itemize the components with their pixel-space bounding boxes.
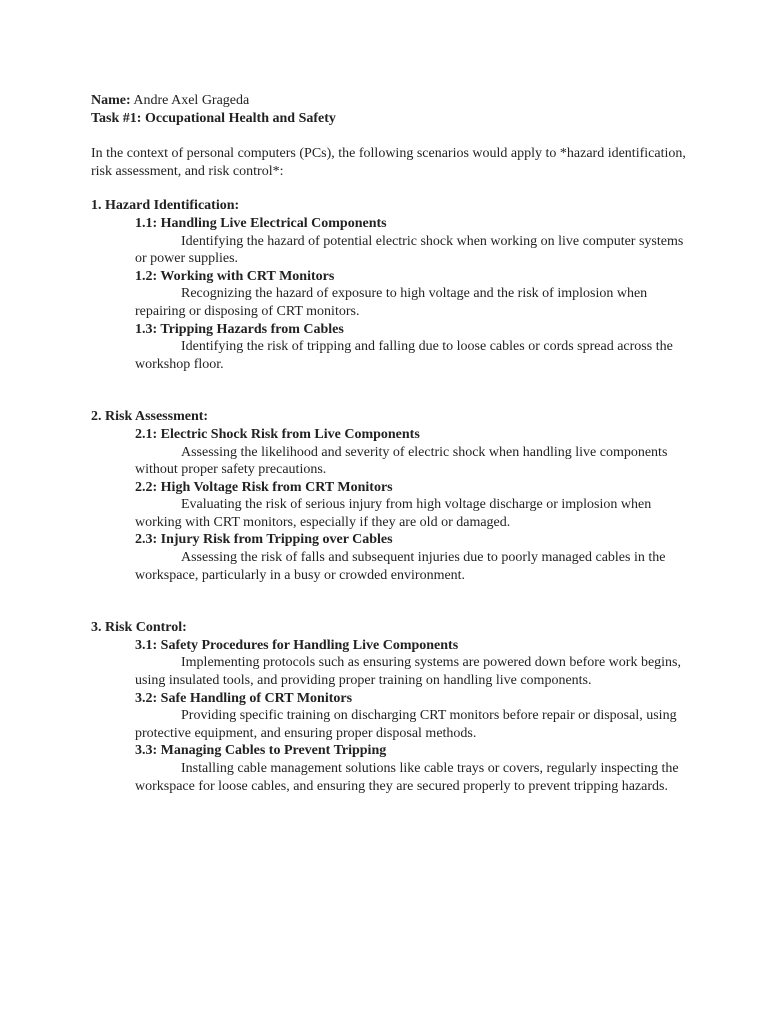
item-body: Assessing the likelihood and severity of electric shock when handling live components without proper safety precautions. — [135, 444, 668, 478]
item-title — [135, 742, 691, 760]
item-title-text: 3.2: Safe Handling of CRT Monitors — [135, 690, 353, 706]
section-risk-control — [91, 619, 691, 795]
item-title — [135, 215, 691, 233]
list-item — [135, 690, 691, 743]
section-heading — [91, 619, 691, 637]
section-heading — [91, 197, 691, 215]
task-title-text: Task #1: Occupational Health and Safety — [91, 110, 336, 126]
item-title-text: 1.1: Handling Live Electrical Components — [135, 215, 387, 231]
list-item — [135, 268, 691, 321]
item-title — [135, 426, 691, 444]
item-body: Assessing the risk of falls and subsequent injuries due to poorly managed cables in the workspace, particularly in a busy or crowded environment. — [135, 550, 666, 583]
item-title — [135, 531, 691, 549]
section-items — [91, 426, 691, 584]
list-item — [135, 215, 691, 268]
list-item — [135, 742, 691, 795]
item-title-text: 2.2: High Voltage Risk from CRT Monitors — [135, 479, 393, 495]
section-items — [91, 215, 691, 373]
name-label: Name: — [91, 93, 131, 108]
document-page — [91, 92, 691, 795]
task-title — [91, 110, 691, 128]
section-hazard-identification — [91, 197, 691, 373]
item-body: Identifying the hazard of potential electric shock when working on live computer systems or power supplies. — [135, 233, 684, 267]
item-body: Identifying the risk of tripping and falling due to loose cables or cords spread across the workshop floor. — [135, 339, 673, 372]
list-item — [135, 426, 691, 479]
item-body: Evaluating the risk of serious injury from high voltage discharge or implosion when working with CRT monitors, especially if they are old or damaged. — [135, 497, 652, 530]
item-title — [135, 637, 691, 655]
item-body: Installing cable management solutions like cable trays or covers, regularly inspecting the workspace for loose cables, and ensuring they are secured properly to prevent tripping hazards. — [135, 761, 679, 794]
item-title — [135, 268, 691, 286]
item-body: Providing specific training on discharging CRT monitors before repair or disposal, using protective equipment, and ensuring proper disposal methods. — [135, 708, 677, 741]
intro-paragraph: In the context of personal computers (PCs), the following scenarios would apply to *hazard identification, risk assessment, and risk control*: — [91, 146, 686, 179]
item-body: Recognizing the hazard of exposure to high voltage and the risk of implosion when repairing or disposing of CRT monitors. — [135, 286, 648, 319]
name-line — [91, 92, 691, 110]
item-title-text: 3.1: Safety Procedures for Handling Live Components — [135, 637, 459, 653]
item-title-text: 3.3: Managing Cables to Prevent Tripping — [135, 743, 387, 759]
list-item — [135, 637, 691, 690]
item-title-text: 2.1: Electric Shock Risk from Live Components — [135, 426, 420, 442]
item-title-text: 1.2: Working with CRT Monitors — [135, 268, 335, 284]
item-title-text: 2.3: Injury Risk from Tripping over Cables — [135, 532, 393, 548]
section-risk-assessment — [91, 408, 691, 584]
section-heading-text: 2. Risk Assessment: — [91, 409, 209, 425]
list-item — [135, 479, 691, 532]
name-value: Andre Axel Grageda — [133, 93, 250, 108]
section-heading-text: 3. Risk Control: — [91, 620, 187, 636]
item-title-text: 1.3: Tripping Hazards from Cables — [135, 321, 344, 337]
section-heading-text: 1. Hazard Identification: — [91, 198, 240, 214]
list-item — [135, 321, 691, 374]
item-title — [135, 321, 691, 339]
section-heading — [91, 408, 691, 426]
section-items — [91, 637, 691, 795]
item-title — [135, 690, 691, 708]
item-title — [135, 479, 691, 497]
list-item — [135, 531, 691, 584]
item-body: Implementing protocols such as ensuring systems are powered down before work begins, using insulated tools, and providing proper training on handling live components. — [135, 655, 681, 689]
